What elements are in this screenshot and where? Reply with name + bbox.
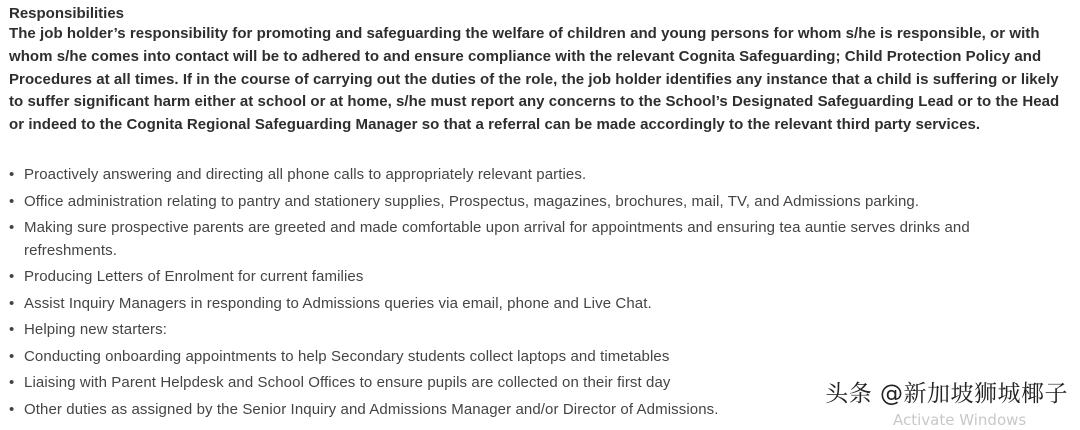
bullet-icon: • bbox=[9, 268, 15, 285]
list-item-text: Office administration relating to pantry and stationery supplies, Prospectus, magazines, brochures, mail, TV, and Admissions parking. bbox=[24, 192, 920, 210]
list-item bbox=[9, 191, 1049, 214]
bullet-icon: • bbox=[9, 192, 15, 210]
watermark-text: 头条 @新加坡狮城椰子 bbox=[825, 381, 1068, 407]
list-item-text: Helping new starters: bbox=[24, 321, 167, 338]
bullet-icon: • bbox=[9, 294, 15, 312]
list-item bbox=[9, 164, 1049, 187]
intro-paragraph: The job holder’s responsibility for promoting and safeguarding the welfare of children and young persons for whom s/he is responsible, or with whom s/he comes into contact will be to adhered to and ensure compliance with the relevant Cognita Safeguarding; Child Protection Policy and Procedures at all times. If in the course of carrying out the duties of the role, the job holder identifies any instance that a child is suffering or likely to suffer significant harm either at school or at home, s/he must report any concerns to the School’s Designated Safeguarding Lead or to the Head or indeed to the Cognita Regional Safeguarding Manager so that a referral can be made accordingly to the relevant third party services. bbox=[9, 25, 1060, 134]
list-item bbox=[9, 319, 1049, 342]
list-item-text: Other duties as assigned by the Senior Inquiry and Admissions Manager and/or Director of Admissions. bbox=[24, 400, 719, 418]
list-item-text: Proactively answering and directing all phone calls to appropriately relevant parties. bbox=[24, 166, 587, 183]
bullet-icon: • bbox=[9, 347, 15, 365]
bullet-icon: • bbox=[9, 219, 15, 236]
list-item-text: Assist Inquiry Managers in responding to Admissions queries via email, phone and Live Chat. bbox=[24, 294, 652, 312]
list-item bbox=[9, 293, 1049, 316]
section-heading: Responsibilities bbox=[9, 5, 125, 22]
activate-windows-overlay: Activate Windows bbox=[893, 411, 1027, 429]
list-item bbox=[9, 266, 1049, 289]
bullet-icon: • bbox=[9, 374, 15, 391]
list-item-text: Liaising with Parent Helpdesk and School Offices to ensure pupils are collected on their first day bbox=[24, 374, 671, 391]
bullet-icon: • bbox=[9, 400, 15, 418]
list-item-text: Producing Letters of Enrolment for current families bbox=[24, 268, 364, 285]
list-item-text: Making sure prospective parents are greeted and made comfortable upon arrival for appointments and ensuring tea auntie serves drinks and refreshments. bbox=[24, 219, 970, 259]
list-item-text: Conducting onboarding appointments to help Secondary students collect laptops and timetables bbox=[24, 347, 670, 365]
list-item bbox=[9, 346, 1049, 369]
bullet-icon: • bbox=[9, 321, 15, 338]
list-item bbox=[9, 217, 1049, 262]
bullet-icon: • bbox=[9, 166, 15, 183]
